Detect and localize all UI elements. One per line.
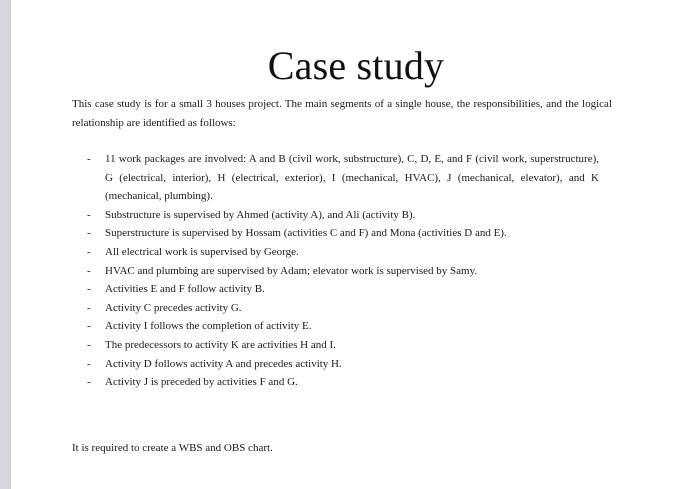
bullet-dash: - [87,227,91,240]
bullet-dash: - [87,338,91,351]
intro-paragraph: This case study is for a small 3 houses project. The main segments of a single house, the responsibilities, and the logical relationship are identified as follows: [72,98,612,129]
bullet-dash: - [87,245,91,258]
bullet-dash: - [87,376,91,389]
closing-statement: It is required to create a WBS and OBS chart. [72,442,273,454]
list-item [87,280,599,299]
slide-page [10,0,700,489]
list-item [87,355,599,374]
list-item-text: Activity D follows activity A and precedes activity H. [105,357,342,370]
list-item-text: Activity C precedes activity G. [105,301,242,314]
bullet-dash: - [87,264,91,277]
list-item-text: Activities E and F follow activity B. [105,283,265,296]
list-item-text: 11 work packages are involved: A and B (civil work, substructure), C, D, E, and F (civil work, superstructure), G (electrical, interior), H (electrical, exterior), I (mechanical, HVAC), J (mechanical, elevator), and K (mechanical, plumbing). [105,153,599,203]
list-item [87,262,599,281]
bullet-dash: - [87,357,91,370]
list-item-text: Substructure is supervised by Ahmed (activity A), and Ali (activity B). [105,208,416,221]
bullet-dash: - [87,283,91,296]
list-item-text: Superstructure is supervised by Hossam (activities C and F) and Mona (activities D and E). [105,227,507,240]
list-item [87,243,599,262]
list-item-text: Activity I follows the completion of activity E. [105,320,312,333]
list-item [87,336,599,355]
list-item [87,150,599,206]
list-item [87,317,599,336]
list-item-text: The predecessors to activity K are activities H and I. [105,338,336,351]
list-item [87,373,599,392]
bullet-dash: - [87,301,91,314]
list-item [87,224,599,243]
list-item-text: All electrical work is supervised by George. [105,245,299,258]
bullet-dash: - [87,320,91,333]
requirements-list [87,150,599,392]
bullet-dash: - [87,153,91,165]
slide-title: Case study [267,43,445,88]
bullet-dash: - [87,208,91,221]
list-item-text: HVAC and plumbing are supervised by Adam; elevator work is supervised by Samy. [105,264,478,277]
list-item [87,299,599,318]
list-item [87,206,599,225]
list-item-text: Activity J is preceded by activities F and G. [105,376,298,389]
